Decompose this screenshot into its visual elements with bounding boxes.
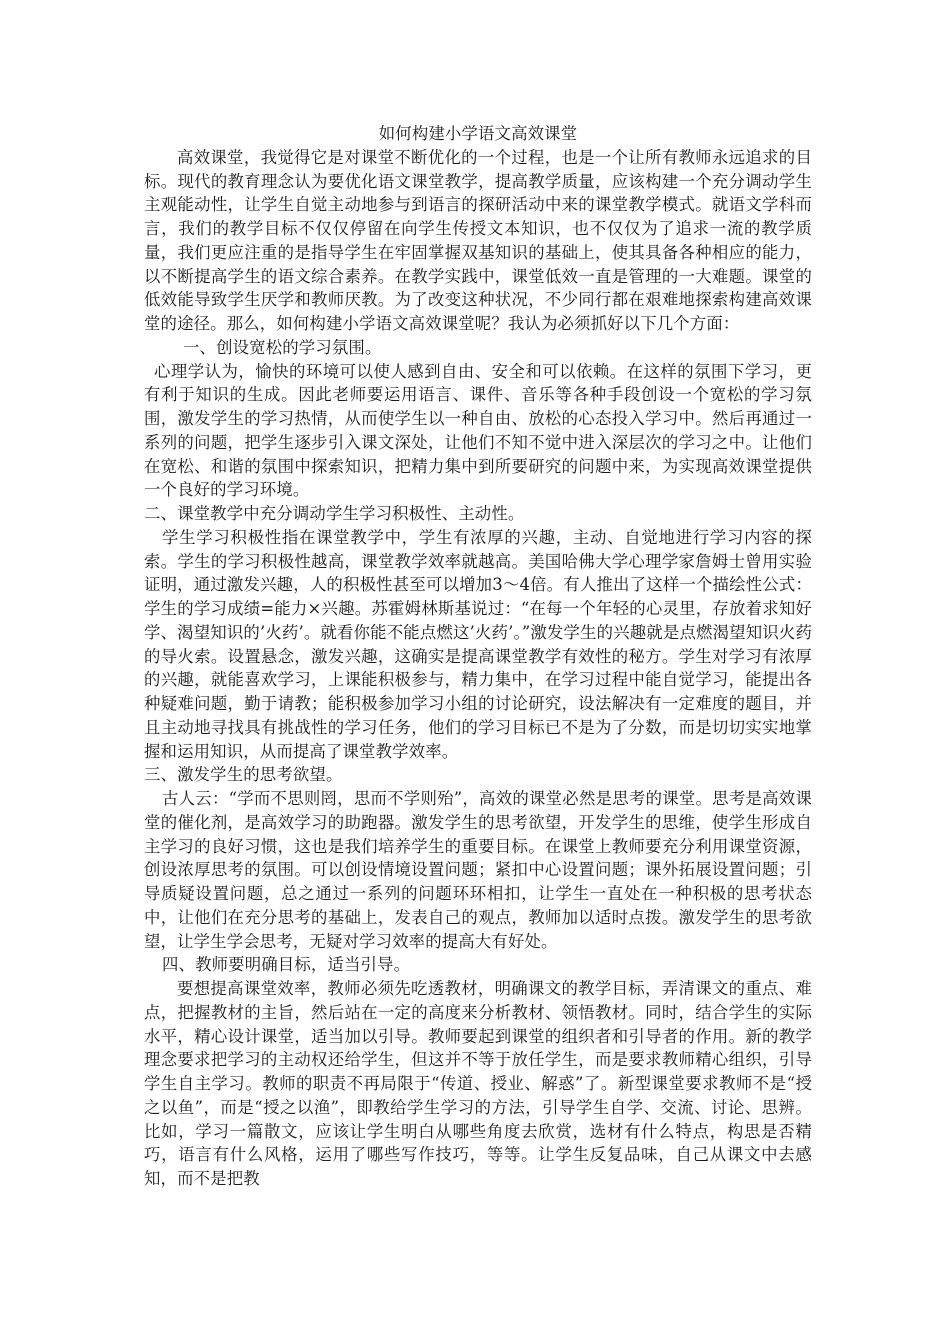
section-4-paragraph: 要想提高课堂效率，教师必须先吃透教材，明确课文的教学目标，弄清课文的重点、难点，把握教材的主旨，然后站在一定的高度来分析教材、领悟教材。同时，结合学生的实际水平，精心设计课堂，适当加以引导。教师要起到课堂的组织者和引导者的作用。新的教学理念要求把学习的主动权还给学生，但这并不等于放任学生，而是要求教师精心组织，引导学生自主学习。教师的职责不再局限于“传道、授业、解惑”了。新型课堂要求教师不是“授之以鱼”，而是“授之以渔”，即教给学生学习的方法，引导学生自学、交流、讨论、思辨。比如，学习一篇散文，应该让学生明白从哪些角度去欣赏，选材有什么特点，构思是否精巧，语言有什么风格，运用了哪些写作技巧，等等。让学生反复品味，自己从课文中去感知，而不是把教 [144, 979, 812, 1188]
section-3-paragraph: 古人云：“学而不思则罔，思而不学则殆”，高效的课堂必然是思考的课堂。思考是高效课堂的催化剂，是高效学习的助跑器。激发学生的思考欲望，开发学生的思维，使学生形成自主学习的良好习惯，这也是我们培养学生的重要目标。在课堂上教师要充分利用课堂资源，创设浓厚思考的氛围。可以创设情境设置问题；紧扣中心设置问题；课外拓展设置问题；引导质疑设置问题，总之通过一系列的问题环环相扣，让学生一直处在一种积极的思考状态中，让他们在充分思考的基础上，发表自己的观点，教师加以适时点拨。激发学生的思考欲望，让学生学会思考，无疑对学习效率的提高大有好处。 [144, 789, 812, 951]
section-1-heading: 一、创设宽松的学习氛围。 [183, 337, 382, 357]
section-4-heading: 四、教师要明确目标，适当引导。 [162, 955, 411, 975]
document-title: 如何构建小学语文高效课堂 [378, 124, 578, 143]
document-page [144, 122, 812, 1191]
section-2-paragraph: 学生学习积极性指在课堂教学中，学生有浓厚的兴趣，主动、自觉地进行学习内容的探索。学生的学习积极性越高，课堂教学效率就越高。美国哈佛大学心理学家詹姆士曾用实验证明，通过激发兴趣，人的积极性甚至可以增加3～4倍。有人推出了这样一个描绘性公式：学生的学习成绩=能力×兴趣。苏霍姆林斯基说过：“在每一个年轻的心灵里，存放着求知好学、渴望知识的’火药’。就看你能不能点燃这’火药’。”激发学生的兴趣就是点燃渴望知识火药的导火索。设置悬念，激发兴趣，这确实是提高课堂教学有效性的秘方。学生对学习有浓厚的兴趣，就能喜欢学习，上课能积极参与，精力集中，在学习过程中能自觉学习，能提出各种疑难问题，勤于请教；能积极参加学习小组的讨论研究，设法解决有一定难度的题目，并且主动地寻找具有挑战性的学习任务，他们的学习目标已不是为了分数，而是切切实实地掌握和运用知识，从而提高了课堂教学效率。 [144, 527, 812, 761]
section-2-heading: 二、课堂教学中充分调动学生学习积极性、主动性。 [144, 504, 525, 523]
section-1-paragraph: 心理学认为，愉快的环境可以使人感到自由、安全和可以依赖。在这样的氛围下学习，更有利于知识的生成。因此老师要运用语言、课件、音乐等各种手段创设一个宽松的学习氛围，激发学生的学习热情，从而使学生以一种自由、放松的心态投入学习中。然后再通过一系列的问题，把学生逐步引入课文深处，让他们不知不觉中进入深层次的学习之中。让他们在宽松、和谐的氛围中探索知识，把精力集中到所要研究的问题中来，为实现高效课堂提供一个良好的学习环境。 [144, 361, 812, 500]
intro-paragraph: 高效课堂，我觉得它是对课堂不断优化的一个过程，也是一个让所有教师永远追求的目标。现代的教育理念认为要优化语文课堂教学，提高教学质量，应该构建一个充分调动学生主观能动性，让学生自觉主动地参与到语言的探研活动中来的课堂教学模式。就语文学科而言，我们的教学目标不仅仅停留在向学生传授文本知识，也不仅仅为了追求一流的教学质量，我们更应注重的是指导学生在牢固掌握双基知识的基础上，使其具备各种相应的能力，以不断提高学生的语文综合素养。在教学实践中，课堂低效一直是管理的一大难题。课堂的低效能导致学生厌学和教师厌教。为了改变这种状况，不少同行都在艰难地探索构建高效课堂的途径。那么，如何构建小学语文高效课堂呢？我认为必须抓好以下几个方面： [144, 147, 812, 333]
section-3-heading: 三、激发学生的思考欲望。 [144, 765, 343, 785]
